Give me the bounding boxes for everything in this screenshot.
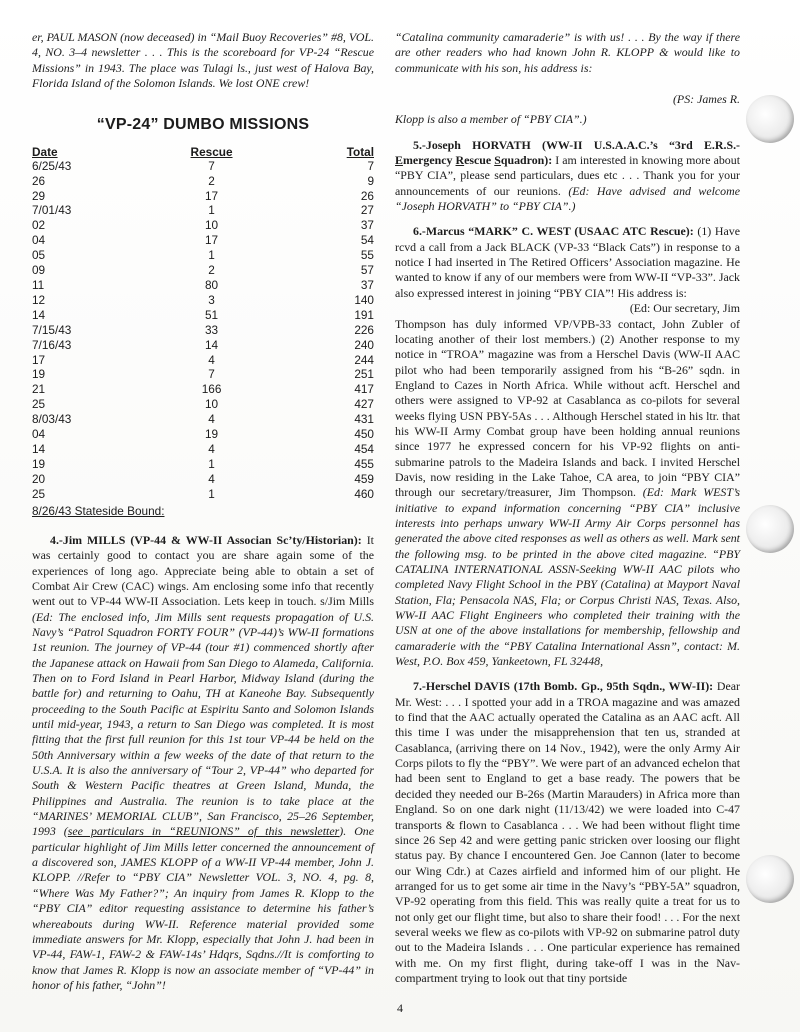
table-row	[32, 308, 374, 323]
table-header-row	[32, 145, 374, 159]
item-5-word-squadron: quadron):	[500, 153, 553, 168]
cell-total: 140	[354, 292, 374, 307]
table-row	[32, 397, 374, 412]
cell-date: 8/03/43	[32, 412, 72, 427]
cell-total: 454	[354, 441, 374, 456]
item-4-paragraph	[32, 533, 374, 993]
cell-rescue: 1	[208, 203, 215, 218]
item-4-editor-note-continued: ). One particular highlight of Jim Mills letter concerned the announcement of a discovered son, JAMES KLOPP of a WW-II VP-44 member, John J. KLOPP. //Refer to “PBY CIA” Newsletter VOL. 3, NO. 4, pg. 8, “Where Was My Father?”; An inquiry from James R. Klopp to the “PBY CIA” editor requesting assistance to determine his father’s whereabouts during WW-II. Reference material provided some immediate answers for Mr. Klopp, especially that John J. had been in VP-44, FAW-1, FAW-2 & FAW-14s’ Hdqrs, Sqdns.//It is comforting to know that James R. Klopp is now an associate member of “VP-44” in honor of his father, “John”!	[32, 824, 375, 992]
cell-date: 19	[32, 367, 46, 382]
cell-rescue: 10	[204, 218, 219, 233]
cell-rescue: 3	[208, 292, 215, 307]
item-5-editor-note: (Ed: Have advised and welcome “Joseph HORVATH” to “PBY CIA”.)	[395, 183, 740, 214]
cell-total: 9	[367, 173, 374, 188]
table-row	[32, 338, 374, 353]
cell-date: 25	[32, 397, 46, 412]
item-5-initial-e: E	[395, 153, 403, 168]
item-6-text-continued: Thompson has duly informed VP/VPB-33 contact, John Zubler of locating another of their lost members.) (2) Another response to my notice in “TROA” magazine was from a Herschel Davis (WW-II AAC pilot who had been temporarily assigned from his “B-26” sqdn. in England to Cazes in North Africa. While without acft. Herschel and others were assigned to VP-92 at Casablanca as co-pilots for several weeks flying USN PBY-5As . . . Although Herschel stated in his ltr. that his WW-II Army Combat group have been holding annual reunions since 1977 he expressed concern for his VP-92 flights on anti-submarine patrols to the Madeira Islands and back. I invited Herschel Davis, now residing in the Lake Tahoe, CA area, to join “PBY CIA” through our secretary/treasurer, Jim Thompson.	[395, 316, 740, 500]
cell-date: 12	[32, 292, 46, 307]
cell-date: 17	[32, 352, 46, 367]
ps-note-continued: Klopp is also a member of “PBY CIA”.)	[395, 112, 587, 127]
cell-date: 6/25/43	[32, 158, 72, 173]
cell-rescue: 2	[208, 173, 215, 188]
item-4-heading: 4.-Jim MILLS (VP-44 & WW-II Associan Sc’ty/Historian):	[50, 532, 362, 547]
cell-total: 57	[360, 263, 374, 278]
cell-total: 54	[360, 233, 374, 248]
cell-total: 427	[354, 397, 374, 412]
table-row	[32, 427, 374, 442]
table-row	[32, 174, 374, 189]
cell-total: 226	[354, 322, 374, 337]
cell-total: 459	[354, 471, 374, 486]
table-row	[32, 382, 374, 397]
cell-total: 240	[354, 337, 374, 352]
cell-date: 20	[32, 471, 46, 486]
cell-total: 37	[360, 218, 374, 233]
item-6-editor-line: (Ed: Our secretary, Jim	[629, 301, 740, 316]
item-5-word-emergency: mergency	[402, 153, 456, 168]
cell-rescue: 1	[208, 248, 215, 263]
cell-rescue: 1	[208, 486, 215, 501]
item-6-text: (1) Have rcvd a call from a Jack BLACK (VP-33 “Black Cats”) in response to a notice I had inserted in The Retired Officers’ Association magazine. He wanted to know if any of our members were from WW-II “VP-33”. Jack also expressed interest in joining “PBY CIA”! His address is:	[395, 224, 740, 300]
cell-rescue: 17	[204, 188, 219, 203]
cell-total: 191	[354, 307, 374, 322]
right-column	[395, 30, 740, 986]
item-4-text: It was certainly good to contact you are share again some of the experiences of long ago. Appreciate being able to obtain a set of Combat Air Crew (CAC) wings. Am enclosing some info that recently went out to VP-44 WW-II Association. Lets keep in touch. s/Jim Mills	[32, 532, 374, 609]
cell-date: 14	[32, 441, 46, 456]
cell-rescue: 4	[208, 471, 215, 486]
cell-rescue: 4	[208, 441, 215, 456]
binder-hole-bottom	[746, 855, 794, 903]
cell-rescue: 7	[208, 367, 215, 382]
table-row	[32, 487, 374, 502]
cell-total: 431	[354, 412, 374, 427]
table-row	[32, 472, 374, 487]
table-row	[32, 367, 374, 382]
cell-total: 7	[367, 158, 374, 173]
cell-total: 37	[360, 277, 374, 292]
cell-date: 09	[32, 263, 46, 278]
cell-rescue: 33	[204, 322, 219, 337]
table-row	[32, 248, 374, 263]
table-row	[32, 293, 374, 308]
item-5-initial-s: S	[494, 153, 501, 168]
table-row	[32, 412, 374, 427]
table-row	[32, 159, 374, 174]
table-row	[32, 353, 374, 368]
cell-date: 7/01/43	[32, 203, 72, 218]
binder-hole-top	[746, 95, 794, 143]
cell-date: 04	[32, 233, 46, 248]
cell-rescue: 14	[204, 337, 219, 352]
dumbo-missions-table	[32, 145, 374, 502]
cell-total: 417	[354, 382, 374, 397]
cell-total: 244	[354, 352, 374, 367]
item-4-editor-note: (Ed: The enclosed info, Jim Mills sent requests propagation of U.S. Navy’s “Patrol Squadron FORTY FOUR” (VP-44)’s WW-II formations 1st reunion. The journey of VP-44 (tour #1) commenced shortly after the Japanese attack on Hawaii from San Diego to Alameda, California. Then on to Ford Island in Pearl Harbor, Midway Island (during the battle for) and returning to Oahu, TH at Kaneohe Bay. Subsequently proceeding to the South Pacific at Espiritu Santo and Solomon Islands until mid-year, 1943, a return to San Diego was completed. It is most fitting that the first full reunion for this 1st tour VP-44 be held on the 50th Anniversary within a few weeks of the date of that return to the U.S.A. It is also the anniversary of “Tour 2, VP-44” who departed for South & Western Pacific theatres at Green Island, Munda, the Philippines and Australia. The reunion is to take place at the “MARINES’ MEMORIAL CLUB”, San Francisco, 25–26 September, 1993 (	[32, 609, 374, 839]
table-row	[32, 218, 374, 233]
cell-date: 02	[32, 218, 46, 233]
cell-rescue: 7	[208, 158, 215, 173]
item-4-reunions-reference: see particulars in “REUNIONS” of this newsletter	[67, 824, 340, 839]
cell-total: 27	[360, 203, 374, 218]
cell-total: 460	[354, 486, 374, 501]
continued-text: “Catalina community camaraderie” is with us! . . . By the way if there are other readers who had known John R. KLOPP & would like to communicate with his son, his address is:	[395, 30, 740, 75]
cell-total: 55	[360, 248, 374, 263]
cell-date: 7/16/43	[32, 337, 72, 352]
item-6-continued	[395, 317, 740, 670]
column-header-rescue: Rescue	[190, 144, 233, 159]
cell-date: 21	[32, 382, 46, 397]
cell-date: 05	[32, 248, 46, 263]
cell-rescue: 17	[204, 233, 219, 248]
cell-date: 29	[32, 188, 46, 203]
item-6-paragraph	[395, 224, 740, 301]
item-5-initial-r: R	[455, 153, 465, 168]
cell-date: 26	[32, 173, 46, 188]
table-row	[32, 263, 374, 278]
table-row	[32, 323, 374, 338]
item-5-paragraph	[395, 138, 740, 215]
cell-date: 04	[32, 427, 46, 442]
item-5-heading-prefix: 5.-Joseph HORVATH (WW-II U.S.A.A.C.’s “3rd E.R.S.-	[413, 137, 740, 152]
cell-date: 19	[32, 456, 46, 471]
item-5-text: I am interested in knowing more about “PBY CIA”, please send particulars, dues etc . . . Thank you for your announcements of our reunions.	[395, 153, 741, 198]
intro-paragraph: er, PAUL MASON (now deceased) in “Mail Buoy Recoveries” #8, VOL. 4, NO. 3–4 newsletter . . . This is the scoreboard for VP-24 “Rescue Missions” in 1943. The place was Tulagi ls., just west of Halova Bay, Florida Island of the Solomon Islands. We lost ONE crew!	[32, 30, 374, 91]
cell-rescue: 2	[208, 263, 215, 278]
item-6-heading: 6.-Marcus “MARK” C. WEST (USAAC ATC Rescue):	[413, 224, 694, 239]
cell-date: 7/15/43	[32, 322, 72, 337]
cell-date: 25	[32, 486, 46, 501]
cell-total: 450	[354, 427, 374, 442]
item-7-heading: 7.-Herschel DAVIS (17th Bomb. Gp., 95th Sqdn., WW-II):	[413, 679, 714, 694]
item-7-paragraph	[395, 679, 740, 986]
column-header-total: Total	[346, 144, 374, 159]
item-5-word-rescue: escue	[464, 153, 495, 168]
table-row	[32, 278, 374, 293]
column-header-date: Date	[32, 144, 58, 159]
cell-rescue: 19	[204, 427, 219, 442]
cell-total: 26	[360, 188, 374, 203]
cell-rescue: 4	[208, 352, 215, 367]
table-body	[32, 159, 374, 502]
item-6-editor-note: (Ed: Mark WEST’s initiative to expand information concerning “PBY CIA” inclusive interests into perhaps unwary WW-II Army Air Corps personnel has generated the above cited responses as well as others as well. Mark sent the following msg. to be printed in the above cited magazine. “PBY CATALINA INTERNATIONAL ASSN-Seeking WW-II AAC pilots who completed Navy Flight School in the PBY (Catalina) at Mayport Naval Station, Fla; Pensacola NAS, Fla; or Corpus Christi NAS, Texas. Also, WW-II AAC Flight Engineers who completed their training with the USN at one of the above installations for membership, fellowship and camaraderie with the “PBY Catalina International Assn”, contact: M. West, P.O. Box 459, Yankeetown, FL 32448,	[395, 485, 740, 669]
table-row	[32, 442, 374, 457]
cell-rescue: 10	[204, 397, 219, 412]
cell-rescue: 1	[208, 456, 215, 471]
cell-date: 11	[32, 277, 45, 292]
cell-rescue: 166	[201, 382, 222, 397]
cell-total: 455	[354, 456, 374, 471]
ps-note-line: (PS: James R.	[672, 92, 740, 107]
cell-total: 251	[354, 367, 374, 382]
cell-date: 14	[32, 307, 46, 322]
cell-rescue: 80	[204, 277, 219, 292]
cell-rescue: 51	[204, 307, 219, 322]
cell-rescue: 4	[208, 412, 215, 427]
left-column	[32, 30, 374, 993]
table-row	[32, 457, 374, 472]
binder-hole-middle	[746, 505, 794, 553]
table-footer-note: 8/26/43 Stateside Bound:	[32, 503, 165, 518]
table-row	[32, 233, 374, 248]
item-7-text: Dear Mr. West: . . . I spotted your add in a TROA magazine and was amazed to find that the AAC actually operated the Catalina as an AAC acft. All this time I was under the misapprehension that ten us, stranded at Casablanca, (arriving there on 14 Nov., 1942), were the only Army Air Corps pilots to fly the “PBY”. We were part of an advanced echelon that had been sent to England to get a base ready. The powers that be decided they needed our B-26s (Martin Marauders) in Africa more than England. So on one dark night (11/13/42) we were loaded into C-47 transports & flown to Casablanca . . . We had been without flight time since 26 Sep 42 and were getting panic stricken over loosing our flight status pay. By chance I encountered Gen. Joe Cannon (later to become our Wing Cdr.) at Cazes airfield and informed him of our plight. He arranged for us to get some air time in the Navy’s “PBY-5A” squadron, VP-92 operating from this field. This was really quite a treat for us to not only get our flight time, but also to share their food! . . . For the next several weeks we flew as co-pilots with VP-92 on submarine patrol duty out to the Madeira Islands . . . One particular experience has remained with me. On my first flight, during take-off I was in the Nav-compartment trying to look out that tiny portside	[395, 679, 740, 985]
table-title: “VP-24” DUMBO MISSIONS	[96, 116, 310, 134]
table-row	[32, 203, 374, 218]
table-row	[32, 189, 374, 204]
page-number: 4	[397, 1001, 403, 1015]
